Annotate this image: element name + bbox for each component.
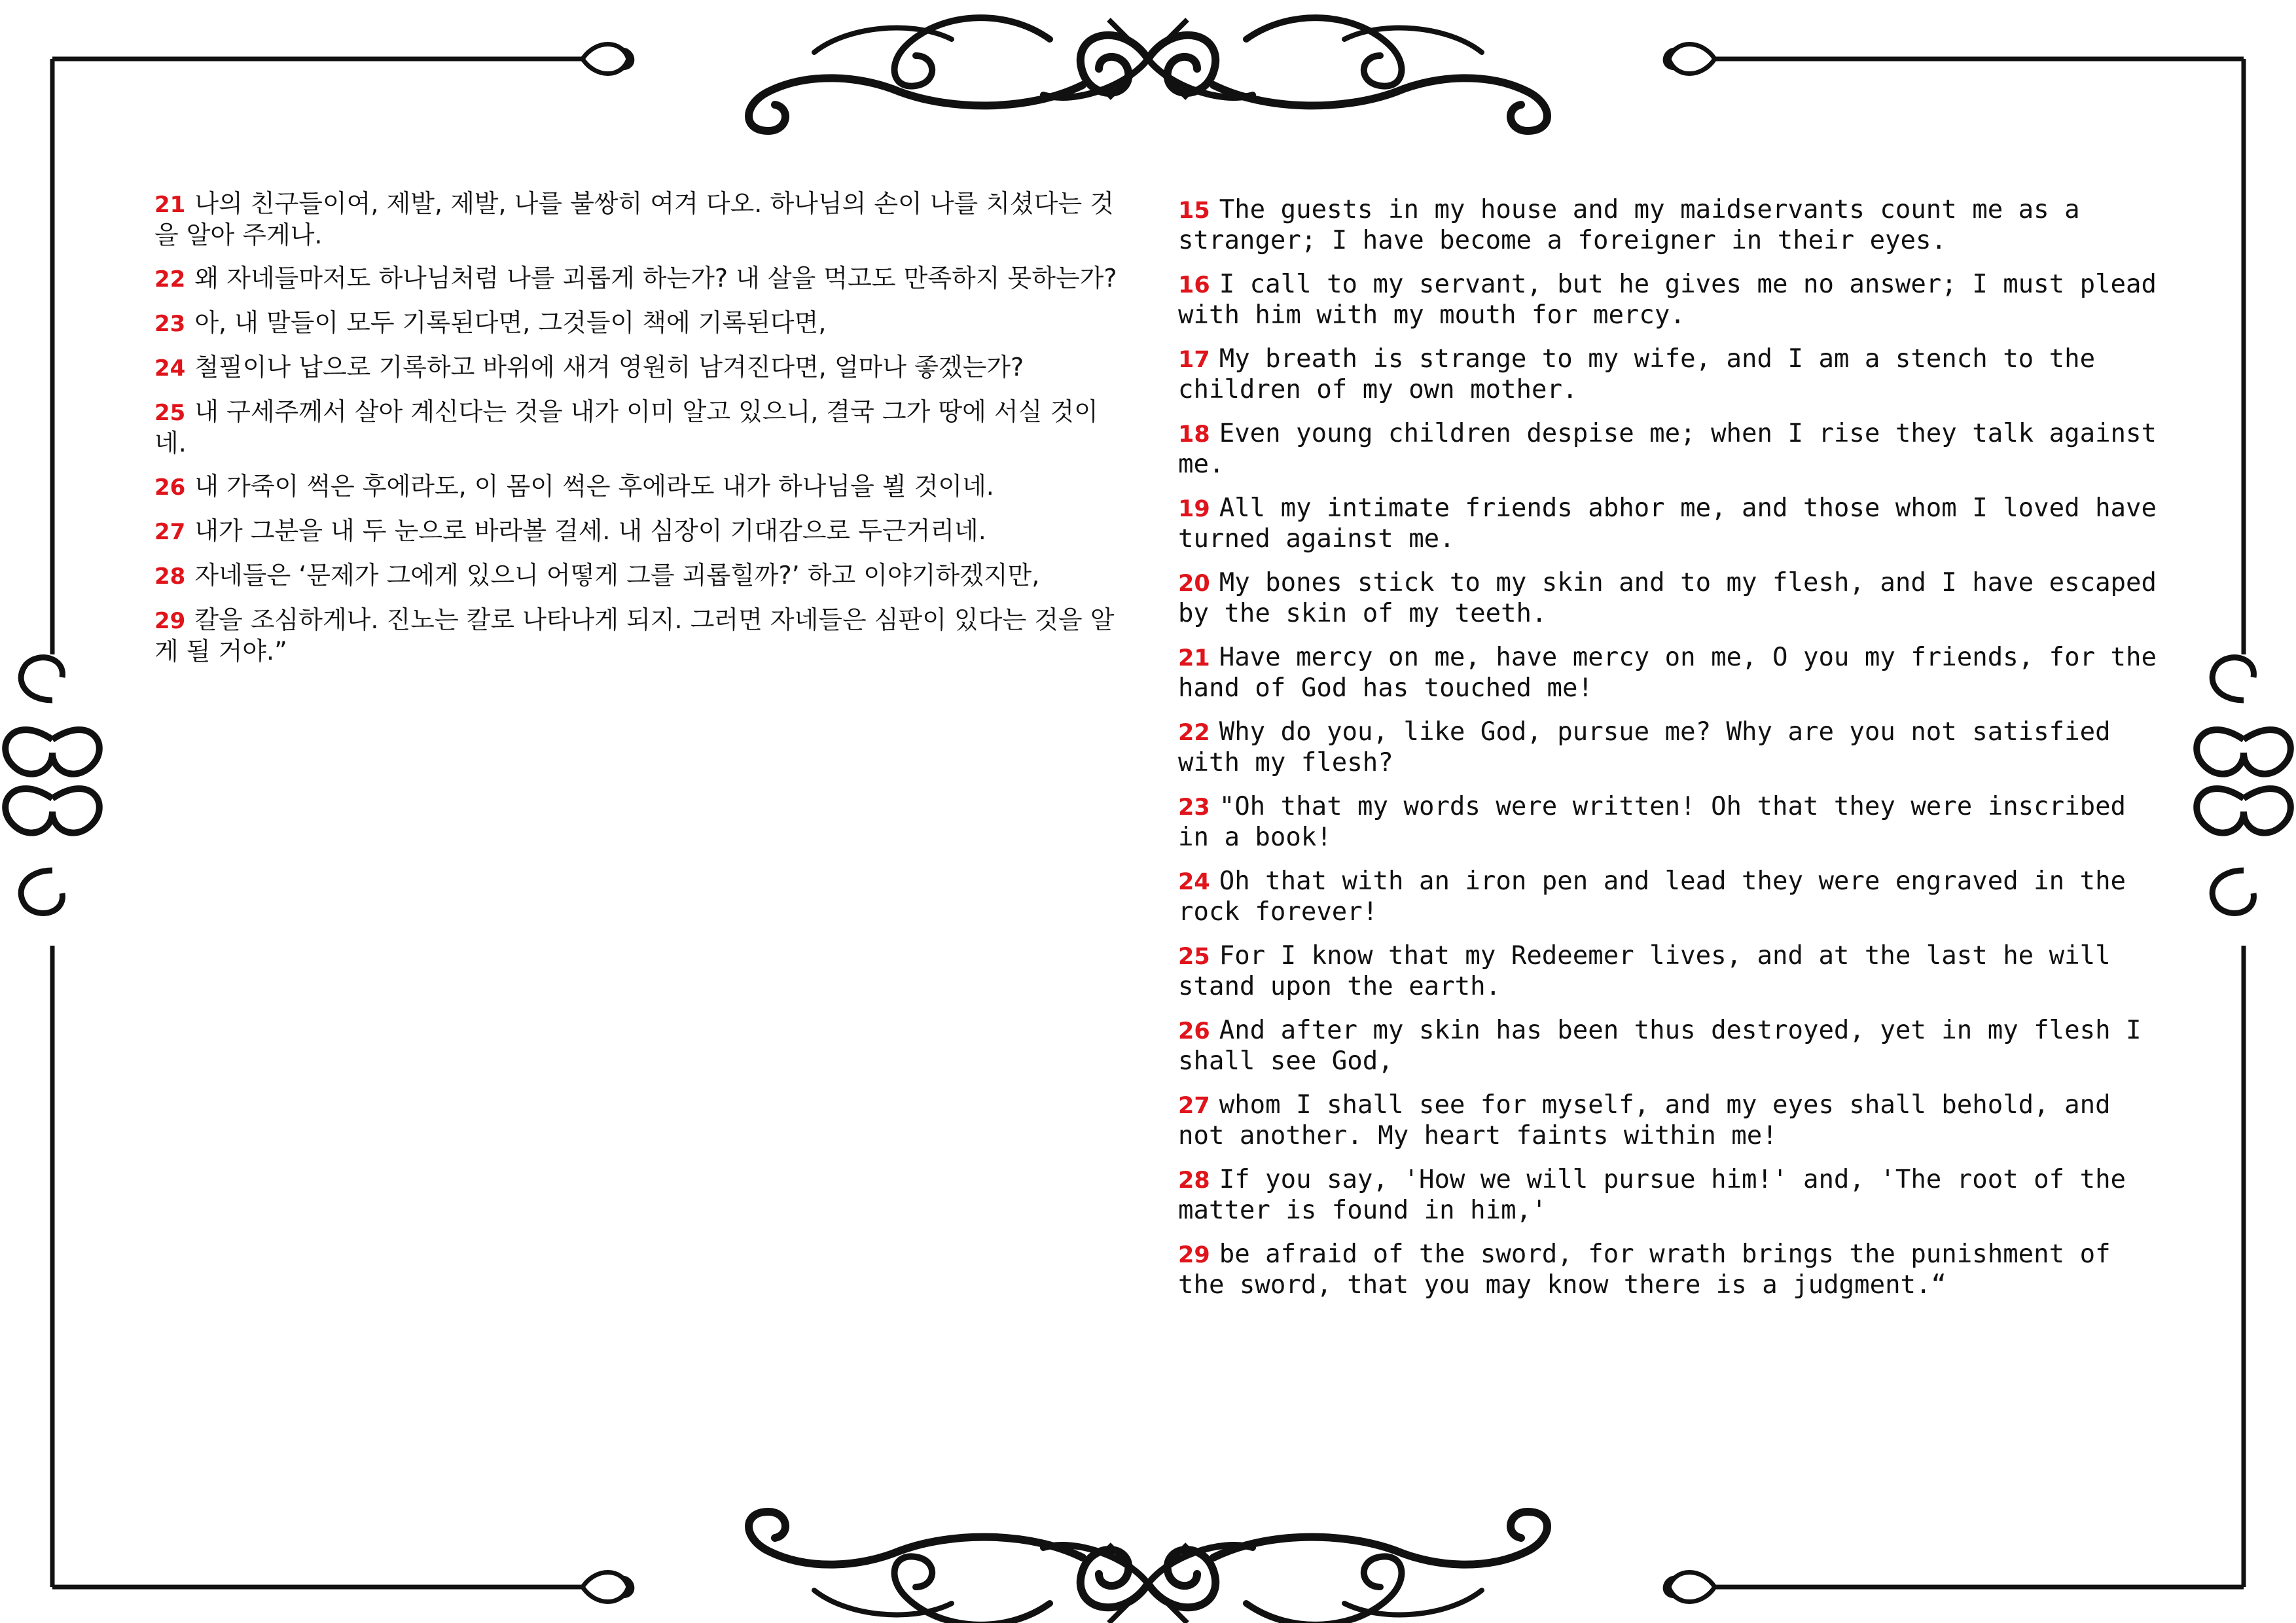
verse [1178,419,2160,479]
verse [1178,493,2160,554]
verse-text: "Oh that my words were written! Oh that they were inscribed in a book! [1178,792,2126,852]
verse [1178,270,2160,330]
verse-text: Oh that with an iron pen and lead they were engraved in the rock forever! [1178,866,2126,927]
verse-text: My breath is strange to my wife, and I am a stench to the children of my own mother. [1178,344,2096,404]
top-flourish [749,18,1547,131]
verse-text: The guests in my house and my maidservants count me as a stranger; I have become a foreigner in their eyes. [1178,195,2080,255]
verse-number: 15 [1178,198,1210,224]
verse [1178,344,2160,404]
left-flourish [5,658,99,914]
verse [154,308,1123,339]
verse [1178,1240,2160,1300]
verse-number: 28 [1178,1168,1210,1194]
verse [1178,643,2160,703]
korean-column [154,188,1123,679]
verse-text: 칼을 조심하게나. 진노는 칼로 나타나게 되지. 그러면 자네들은 심판이 있다는 것을 알게 될 거야.” [154,605,1115,666]
verse-number: 26 [154,474,186,501]
verse [1178,195,2160,255]
verse [1178,792,2160,852]
verse-text: If you say, 'How we will pursue him!' and, 'The root of the matter is found in him,' [1178,1165,2126,1225]
verse-text: whom I shall see for myself, and my eyes shall behold, and not another. My heart faints within me! [1178,1090,2111,1150]
english-column [1178,195,2160,1314]
verse-text: 자네들은 ‘문제가 그에게 있으니 어떻게 그를 괴롭힐까?’ 하고 이야기하겠지만, [194,561,1040,590]
verse [1178,1165,2160,1225]
verse-number: 27 [154,519,186,545]
verse-number: 26 [1178,1018,1210,1044]
verse-number: 22 [154,266,186,293]
verse [1178,941,2160,1001]
verse-text: For I know that my Redeemer lives, and at the last he will stand upon the earth. [1178,941,2111,1001]
verse-number: 20 [1178,571,1210,597]
verse-text: Why do you, like God, pursue me? Why are you not satisfied with my flesh? [1178,717,2111,777]
verse-text: Even young children despise me; when I rise they talk against me. [1178,419,2157,479]
verse-text: My bones stick to my skin and to my flesh, and I have escaped by the skin of my teeth. [1178,568,2157,628]
verse [1178,1090,2160,1150]
verse-number: 16 [1178,272,1210,298]
verse-number: 19 [1178,496,1210,522]
verse [1178,1016,2160,1076]
bottom-flourish [749,1512,1547,1623]
verse [154,560,1123,592]
right-flourish [2197,658,2291,914]
verse-text: 철필이나 납으로 기록하고 바위에 새겨 영원히 남겨진다면, 얼마나 좋겠는가? [194,353,1024,382]
verse-number: 17 [1178,347,1210,373]
verse-number: 29 [154,608,186,634]
verse-number: 28 [154,563,186,590]
verse [1178,866,2160,927]
verse-number: 23 [154,311,186,337]
verse-text: 내 가죽이 썩은 후에라도, 이 몸이 썩은 후에라도 내가 하나님을 뵐 것이네. [194,472,994,501]
verse-number: 23 [1178,794,1210,821]
verse-number: 24 [1178,869,1210,895]
verse [154,397,1123,458]
verse [154,188,1123,250]
verse-number: 21 [154,192,186,218]
verse-number: 25 [1178,944,1210,970]
verse [154,263,1123,294]
verse [154,471,1123,503]
verse-text: And after my skin has been thus destroyed, yet in my flesh I shall see God, [1178,1016,2142,1076]
verse-number: 18 [1178,421,1210,448]
verse-text: 아, 내 말들이 모두 기록된다면, 그것들이 책에 기록된다면, [194,308,827,337]
verse-number: 25 [154,400,186,426]
verse [154,352,1123,383]
verse-text: 왜 자네들마저도 하나님처럼 나를 괴롭게 하는가? 내 살을 먹고도 만족하지 못하는가? [194,264,1117,293]
verse-text: 나의 친구들이여, 제발, 제발, 나를 불쌍히 여겨 다오. 하나님의 손이 나를 치셨다는 것을 알아 주게나. [154,189,1114,249]
verse-text: 내 구세주께서 살아 계신다는 것을 내가 이미 알고 있으니, 결국 그가 땅에 서실 것이네. [154,397,1098,457]
verse-number: 24 [154,355,186,382]
verse-text: Have mercy on me, have mercy on me, O you my friends, for the hand of God has touched me! [1178,643,2157,703]
verse-number: 29 [1178,1242,1210,1268]
verse [1178,717,2160,777]
verse-number: 21 [1178,645,1210,671]
verse-text: I call to my servant, but he gives me no answer; I must plead with him with my mouth for mercy. [1178,270,2157,330]
verse-text: 내가 그분을 내 두 눈으로 바라볼 걸세. 내 심장이 기대감으로 두근거리네. [194,516,986,545]
verse-text: All my intimate friends abhor me, and those whom I loved have turned against me. [1178,493,2157,554]
verse-number: 27 [1178,1093,1210,1119]
verse-text: be afraid of the sword, for wrath brings the punishment of the sword, that you may know there is a judgment.“ [1178,1240,2111,1300]
verse [154,605,1123,666]
verse-number: 22 [1178,720,1210,746]
verse [1178,568,2160,628]
verse [154,516,1123,547]
